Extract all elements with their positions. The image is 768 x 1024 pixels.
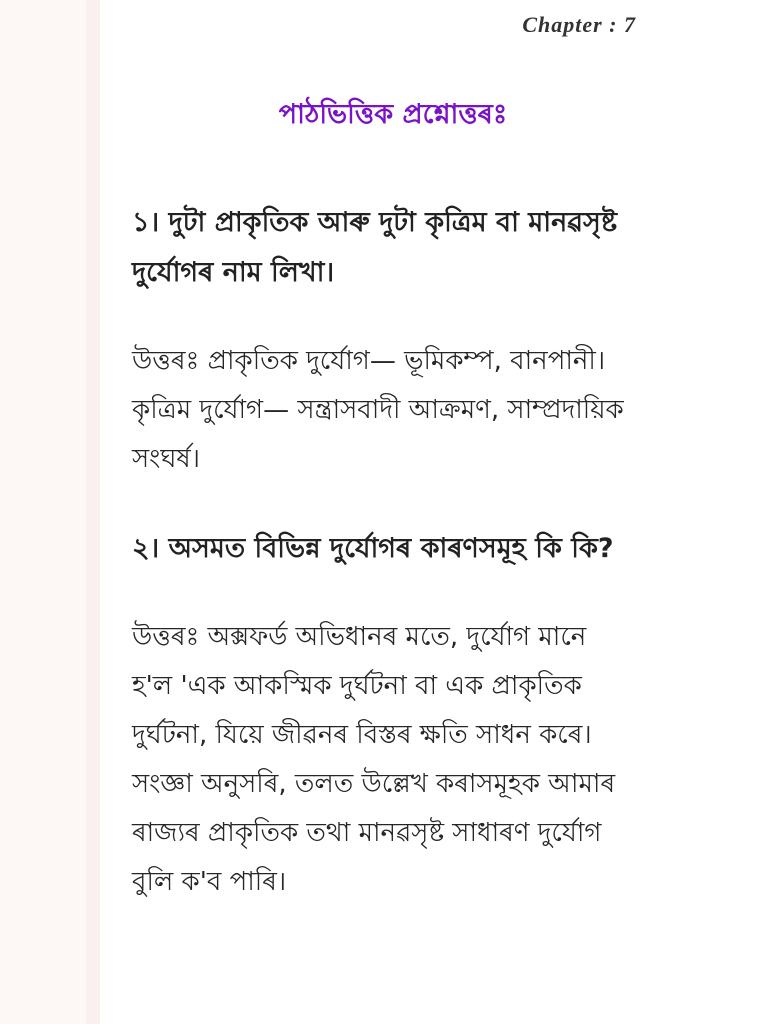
- answer-1: উত্তৰঃ প্ৰাকৃতিক দুৰ্যোগ— ভূমিকম্প, বানপানী। কৃত্ৰিম দুৰ্যোগ— সন্ত্ৰাসবাদী আক্ৰমণ, সাম্প্ৰদায়িক সংঘৰ্ষ।: [132, 346, 624, 474]
- answer-2: উত্তৰঃ অক্সফৰ্ড অভিধানৰ মতে, দুৰ্যোগ মানে হ'ল 'এক আকস্মিক দুৰ্ঘটনা বা এক প্ৰাকৃতিক দুৰ্ঘটনা, যিয়ে জীৱনৰ বিস্তৰ ক্ষতি সাধন কৰে। সংজ্ঞা অনুসৰি, তলত উল্লেখ কৰাসমূহক আমাৰ ৰাজ্যৰ প্ৰাকৃতিক তথা মানৱসৃষ্ট সাধাৰণ দুৰ্যোগ বুলি ক'ব পাৰি।: [132, 622, 616, 897]
- page-content: [132, 92, 632, 947]
- question-2: ২। অসমত বিভিন্ন দুৰ্যোগৰ কাৰণসমূহ কি কি?: [132, 533, 614, 564]
- question-1: ১। দুটা প্ৰাকৃতিক আৰু দুটা কৃত্ৰিম বা মানৱসৃষ্ট দুৰ্যোগৰ নাম লিখা।: [132, 207, 618, 288]
- page-margin: [0, 0, 86, 1024]
- section-heading: পাঠভিত্তিক প্ৰশ্নোত্তৰঃ: [278, 99, 508, 130]
- page-margin-edge: [86, 0, 100, 1024]
- chapter-label: Chapter : 7: [522, 12, 636, 37]
